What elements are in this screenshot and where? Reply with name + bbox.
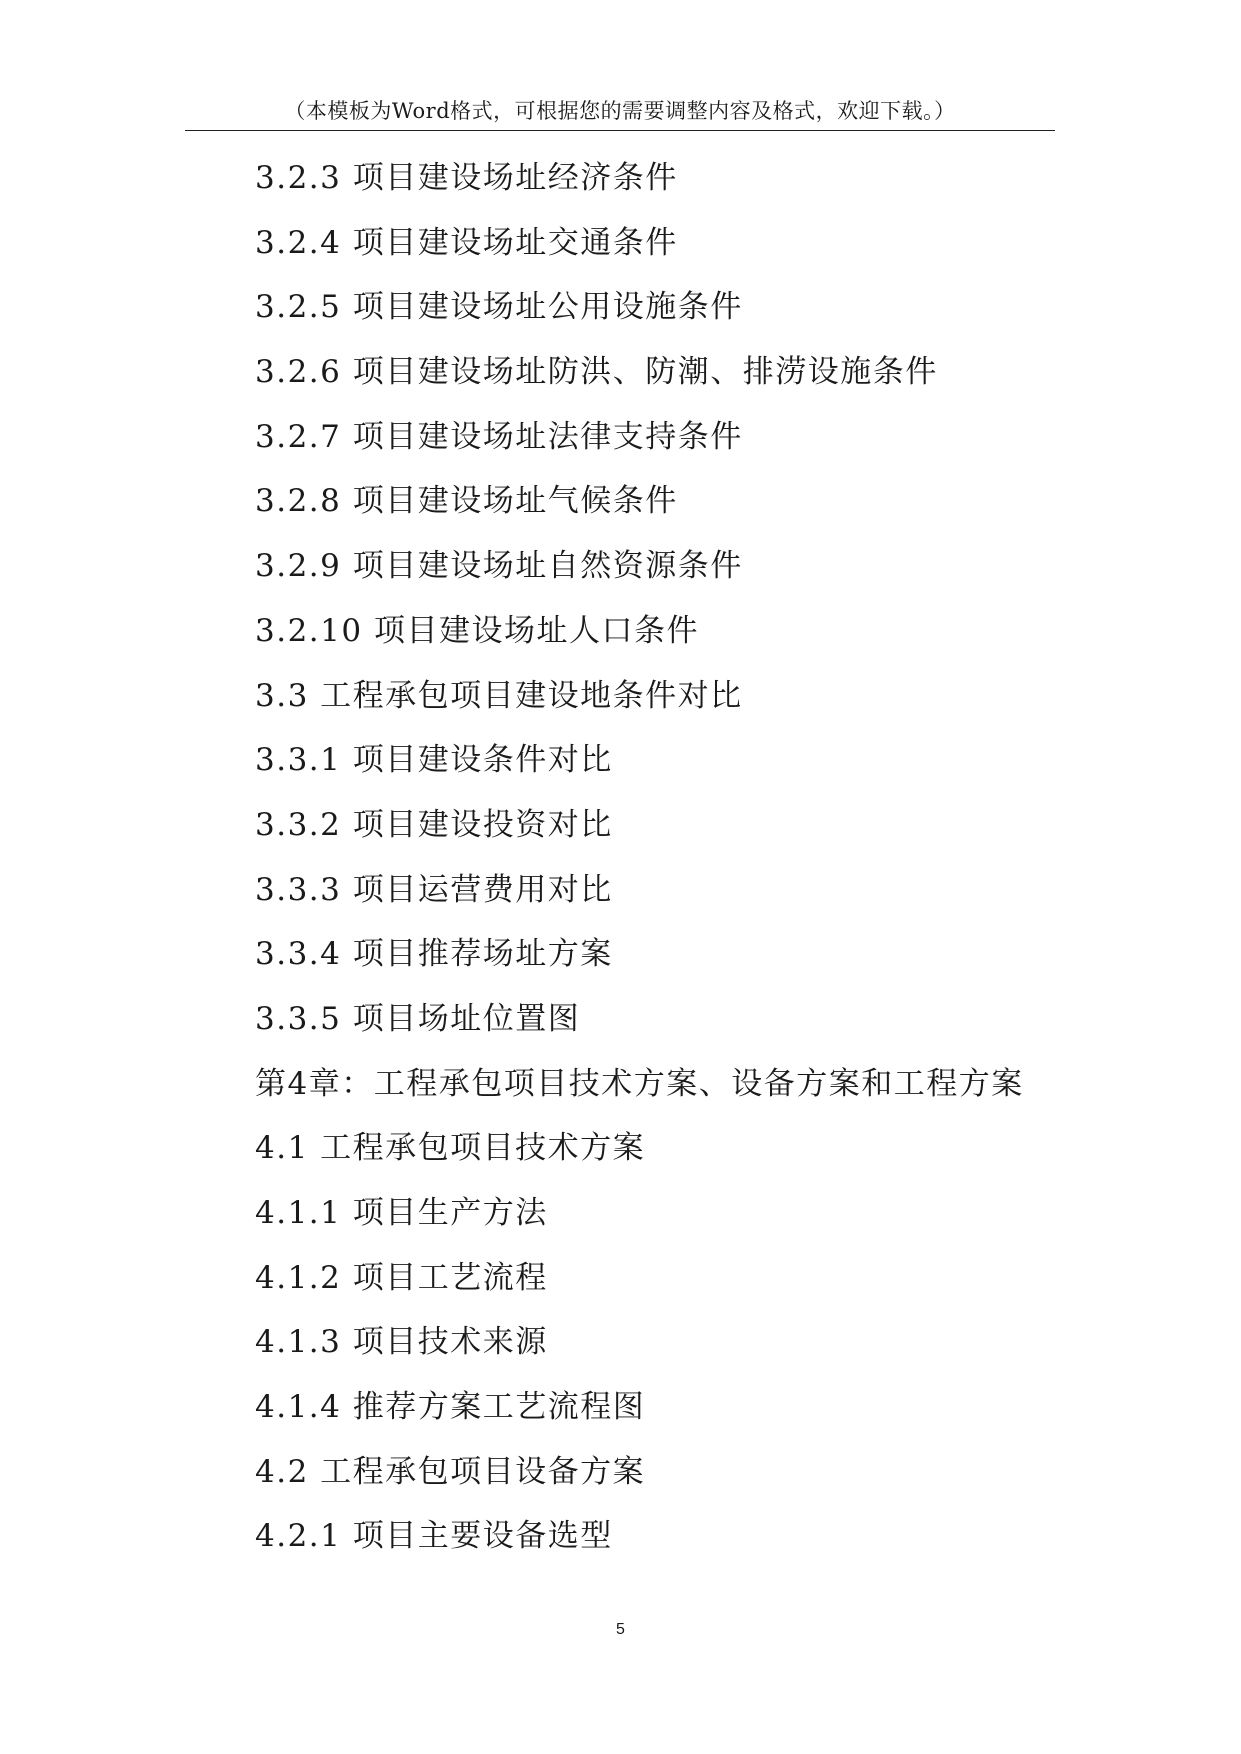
toc-item: 3.3.3 项目运营费用对比 xyxy=(255,871,613,908)
header-note: （本模板为Word格式，可根据您的需要调整内容及格式，欢迎下载。） xyxy=(284,99,956,123)
toc-item: 第4章：工程承包项目技术方案、设备方案和工程方案 xyxy=(255,1065,1024,1102)
toc-item: 4.1.3 项目技术来源 xyxy=(255,1324,548,1361)
header-divider xyxy=(185,130,1055,131)
toc-item: 3.3.4 项目推荐场址方案 xyxy=(255,936,613,973)
toc-item: 3.2.7 项目建设场址法律支持条件 xyxy=(255,418,743,455)
toc-item: 3.3.1 项目建设条件对比 xyxy=(255,742,613,779)
toc-item: 3.2.3 项目建设场址经济条件 xyxy=(255,160,678,196)
toc-item: 3.2.8 项目建设场址气候条件 xyxy=(255,483,678,520)
toc-item: 4.2.1 项目主要设备选型 xyxy=(255,1518,613,1555)
toc-item: 3.2.10 项目建设场址人口条件 xyxy=(255,612,699,649)
toc-item: 4.2 工程承包项目设备方案 xyxy=(255,1453,646,1490)
toc-item: 4.1.2 项目工艺流程 xyxy=(255,1259,548,1296)
toc-item: 4.1.1 项目生产方法 xyxy=(255,1195,548,1231)
toc-item: 3.3 工程承包项目建设地条件对比 xyxy=(255,677,743,714)
toc-item: 4.1 工程承包项目技术方案 xyxy=(255,1130,646,1167)
toc-item: 3.2.4 项目建设场址交通条件 xyxy=(255,224,678,261)
table-of-contents xyxy=(255,158,1024,1581)
toc-item: 3.2.6 项目建设场址防洪、防潮、排涝设施条件 xyxy=(255,354,938,391)
toc-item: 3.2.5 项目建设场址公用设施条件 xyxy=(255,289,743,326)
toc-item: 3.3.2 项目建设投资对比 xyxy=(255,806,613,843)
page-number: 5 xyxy=(616,1621,625,1638)
toc-item: 4.1.4 推荐方案工艺流程图 xyxy=(255,1389,646,1426)
toc-item: 3.2.9 项目建设场址自然资源条件 xyxy=(255,548,743,585)
toc-item: 3.3.5 项目场址位置图 xyxy=(255,1000,581,1037)
